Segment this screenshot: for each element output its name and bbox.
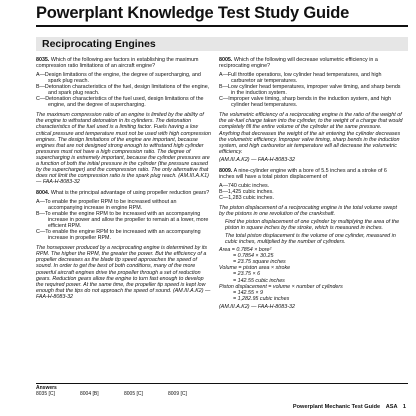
calc-line: = 23.75 × 6 [233,271,261,278]
question-8009 [219,168,403,180]
answer-options [36,199,212,241]
question-number: 8035. [36,57,50,63]
section-title: Reciprocating Engines [42,38,156,50]
left-column [36,57,212,302]
calc-line: = 23.75 square inches [233,259,286,266]
reference: (AM.III.A.K2) — FAA-H-8083-32 [219,156,295,163]
question-text: What is the principal advantage of using propeller reduction gears? [50,189,210,196]
calc-line: Area = 0.7854 × bore² [219,247,272,254]
explanation: The total piston displacement is the volume of one cylinder, measured in cubic inches, multiplied by the number of cylinders. [225,233,396,246]
explanation: The volumetric efficiency of a reciprocating engine is the ratio of the weight of the air-fuel charge taken into the cylinder, to the weight of a charge that would completely fill the entire volume of the cylinder at the same pressure. Anything that decreases the weight of the air entering the cylinder decreases the volumetric efficiency. Improper valve timing, sharp bends in the induction system, and high carburetor air temperature will all decrease the volumetric efficiency. [219,112,403,155]
option-b: B—Low cylinder head temperatures, improper valve timing, and sharp bends in the induction system. [219,84,401,97]
explanation: The horsepower produced by a reciprocating engine is determined by its RPM. The higher the RPM, the greater the power. But the efficiency of a propeller decreases as the blade tip speed approaches the speed of sound. In order to get the best of both conditions, many of the more powerful aircraft engines drive the propeller through a set of reduction gears. Reduction gears allow the engine to turn fast enough to develop the required power. At the same time, the propeller tip speed is kept low enough that the tips do not approach the speed of sound. (AM.III.A.K2) — FAA-H-8083-32 [36,245,211,300]
option-b: B—1,425 cubic inches. [219,188,274,195]
option-c: C—To enable the engine RPM to be increased with an accompanying increase in propeller RPM. [36,229,201,242]
answer-options [219,183,403,201]
option-b: B—Detonation characteristics of the fuel, design limitations of the engine, and spark plug reach. [36,84,210,97]
page-title: Powerplant Knowledge Test Study Guide [36,4,350,22]
right-column [219,57,403,315]
question-8004 [36,190,212,196]
page-number: 1 [402,404,406,410]
publisher: ASA [385,404,398,410]
calc-line: = 1,282.95 cubic inches [233,295,290,302]
answer-key: 8005 [C] [124,391,143,397]
option-a: A—740 cubic inches. [219,182,270,189]
option-a: A—To enable the propeller RPM to be increased without an accompanying increase in engine RPM. [36,198,177,212]
calc-line: = 142.55 cubic inches [233,277,285,284]
answer-options [219,72,403,108]
question-text: Which of the following will decrease volumetric efficiency in a reciprocating engine? [219,57,378,70]
calc-line: Volume = piston area × stroke [219,265,291,272]
option-a: A—Design limitations of the engine, the degree of supercharging, and spark plug reach. [36,72,201,85]
answers-row [36,391,212,397]
question-8035 [36,57,212,69]
answer-key: 8035 [C] [36,391,55,397]
question-number: 8004. [36,189,50,196]
reference: (AM.III.A.K2) — FAA-H-8083-32 [219,303,295,310]
calc-line: = 142.55 × 9 [233,289,264,296]
footer-rule [36,383,408,384]
question-number: 8009. [219,167,233,174]
option-c: C—Improper valve timing, sharp bends in the induction system, and high cylinder head temperatures. [219,96,391,109]
answer-key: 8009 [C] [168,391,187,397]
book-title: Powerplant Mechanic Test Guide [292,404,381,410]
option-c: C—1,283 cubic inches. [219,194,274,201]
answer-key: 8004 [B] [80,391,99,397]
title-rule [36,25,408,27]
question-text: A nine-cylinder engine with a bore of 5.5 inches and a stroke of 6 inches will have a total piston displacement of [219,167,387,180]
calc-line: Piston displacement = volume × number of cylinders [219,283,343,290]
answer-options [36,72,212,108]
footer-text [293,404,406,410]
explanation: The maximum compression ratio of an engine is limited by the ability of the engine to withstand detonation in its cylinders. The detonation characteristics of the fuel used is a limiting factor. Fuels having a low critical pressure and temperature must not be used with high compression engines. The design limitations of the engine are important, because engines that are not designed strong enough to withstand high cylinder pressures must not have a high compression ratio. The degree of supercharging is extremely important, because the cylinder pressures are a function of both the initial pressure in the cylinder (the pressure caused by the supercharger) and the compression ratio. The only alternative that does not limit the compression ratio is the spark plug reach. (AM.III.A.K1) — FAA-H-8083-32 [36,112,211,185]
question-number: 8005. [219,57,233,63]
question-8005 [219,57,403,69]
answers-label: Answers [36,385,57,391]
explanation: The piston displacement of a reciprocating engine is the total volume swept by the pistons in one revolution of the crankshaft. [219,204,397,218]
option-c: C—Detonation characteristics of the fuel used, design limitations of the engine, and the degree of supercharging. [36,96,204,109]
calculation [219,247,403,301]
option-a: A—Full throttle operations, low cylinder head temperatures, and high carburetor air temperatures. [219,72,382,85]
calc-line: = 0.7854 × 30.25 [233,253,274,260]
question-text: Which of the following are factors in establishing the maximum compression ratio limitations of an aircraft engine? [36,57,199,70]
explanation: Find the piston displacement of one cylinder by multiplying the area of the piston in square inches by the stroke, which is measured in inches. [225,219,400,232]
option-b: B—To enable the engine RPM to be increased with an accompanying increase in power and allow the propeller to remain at a lower, more efficient RPM. [36,211,209,230]
